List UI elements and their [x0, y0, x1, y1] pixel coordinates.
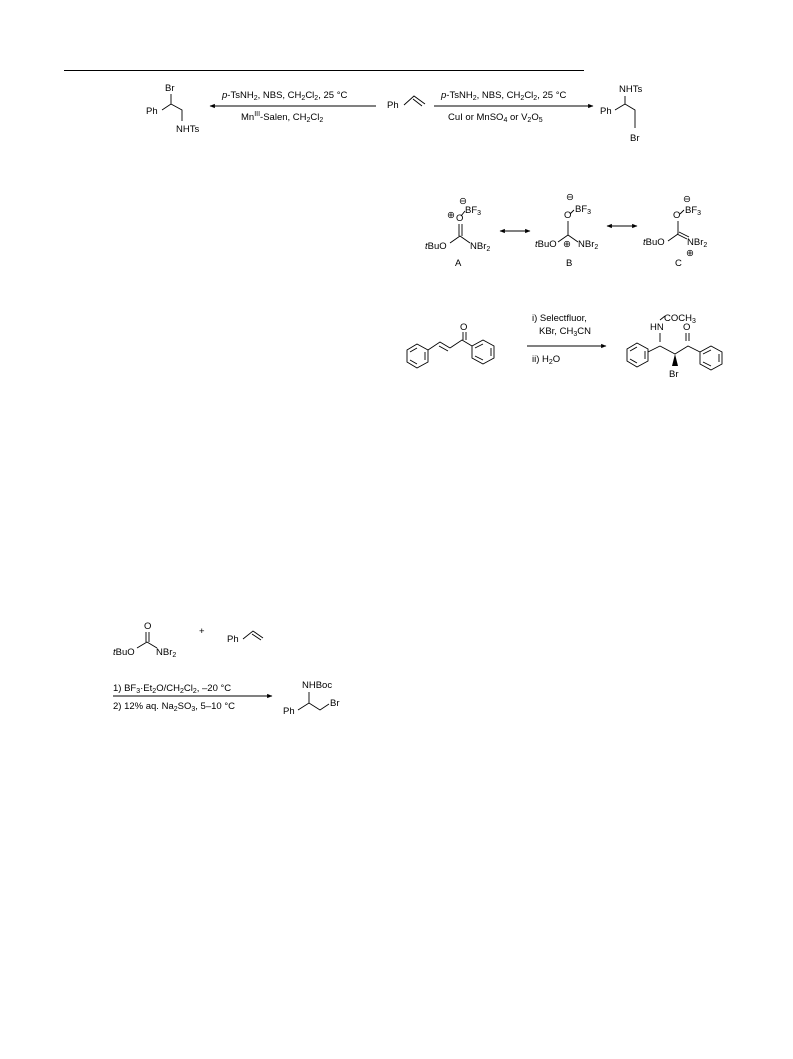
- resonance-structure-a: [425, 196, 490, 269]
- chalcone-structure: [407, 322, 494, 368]
- boc-product-nhboc: NHBoc: [302, 680, 333, 691]
- styrene2-ph: Ph: [227, 634, 239, 645]
- carbamate-tbuo: tBuO: [113, 647, 135, 658]
- oxygen-a: O: [456, 213, 464, 224]
- left-product-nhts: NHTs: [176, 124, 200, 135]
- chalcone-chain: [428, 332, 472, 351]
- right-product-br: Br: [630, 133, 640, 144]
- right-product-nhts: NHTs: [619, 84, 643, 95]
- chalcone-condition-2: KBr, $CH_3CN$: [539, 326, 591, 338]
- chalcone-condition-1: i) Selectfluor,: [532, 313, 587, 324]
- chalcone-phenyl-right-inner: [475, 344, 491, 360]
- chalcone-oxygen: O: [460, 322, 468, 333]
- carbamate-condition-2: 2) 12% aq. $Na_2SO_3$, 5–10 °C: [113, 701, 235, 713]
- left-arrow-conditions-top: p-TsNH$_2$, NBS, $CH_2Cl_2$, 25 °C: [222, 90, 348, 102]
- bf3-b: $BF_3$: [575, 204, 592, 216]
- product-oxygen: O: [683, 322, 691, 333]
- resonance-structure-c: [643, 194, 707, 269]
- tbuo-b: tBuO: [535, 239, 557, 250]
- minus-charge-c: ⊖: [683, 194, 691, 205]
- plus-sign: +: [199, 626, 205, 637]
- left-product-bonds: [162, 94, 182, 121]
- styrene2-vinyl: [243, 631, 263, 640]
- tbuo-c: tBuO: [643, 237, 665, 248]
- product-phenyl-left-inner: [630, 347, 645, 363]
- styrene-vinyl: [404, 96, 425, 106]
- label-c: C: [675, 258, 682, 269]
- right-product-bonds: [615, 96, 635, 128]
- carbamate-nbr2: NBr$_2$: [156, 647, 177, 659]
- minus-charge-a: ⊖: [459, 196, 467, 207]
- label-b: B: [566, 258, 573, 269]
- boc-product-ph: Ph: [283, 706, 295, 717]
- left-product-br: Br: [165, 83, 175, 94]
- styrene-ph: Ph: [387, 100, 399, 111]
- product-hn: HN: [650, 322, 664, 333]
- styrene-structure: [387, 96, 425, 111]
- carbamate-bonds: [137, 632, 157, 648]
- chalcone-product-structure: [627, 313, 722, 380]
- scheme-resonance-structures: [425, 192, 707, 269]
- product-phenyl-right-inner: [703, 350, 719, 366]
- boc-product-br: Br: [330, 698, 340, 709]
- bf3-c: $BF_3$: [685, 205, 702, 217]
- boc-product-structure: [283, 680, 340, 717]
- scheme-carbamate-reaction: [113, 621, 340, 717]
- nbr2-c: NBr$_2$: [687, 237, 708, 249]
- chalcone-phenyl-left-inner: [410, 348, 425, 364]
- product-backbone: [648, 346, 700, 354]
- styrene-structure-2: [227, 631, 263, 645]
- tbuo-a: tBuO: [425, 241, 447, 252]
- right-arrow-conditions-bottom: CuI or MnSO$_4$ or $V_2O_5$: [448, 112, 543, 124]
- chalcone-condition-3: ii) $H_2O$: [532, 354, 561, 366]
- scheme-aminobromination: [146, 83, 642, 144]
- left-product-ph: Ph: [146, 106, 158, 117]
- dibromocarbamate-structure: [113, 621, 176, 659]
- right-arrow-conditions-top: p-TsNH$_2$, NBS, $CH_2Cl_2$, 25 °C: [441, 90, 567, 102]
- bf3-a: $BF_3$: [465, 205, 482, 217]
- plus-charge-c: ⊕: [686, 248, 694, 259]
- product-coch3: $COCH_3$: [664, 313, 696, 325]
- right-product-structure: [600, 84, 642, 144]
- carbamate-condition-1: 1) $BF_3\cdot Et_2O/CH_2Cl_2$, –20 °C: [113, 683, 232, 695]
- plus-charge-a: ⊕: [447, 210, 455, 221]
- plus-charge-b: ⊕: [563, 239, 571, 250]
- product-br: Br: [669, 369, 679, 380]
- boc-product-bonds: [298, 692, 329, 710]
- oxygen-b: O: [564, 210, 572, 221]
- scheme-chalcone-reaction: [407, 313, 722, 380]
- nbr2-a: NBr$_2$: [470, 241, 491, 253]
- oxygen-c: O: [673, 210, 681, 221]
- carbamate-oxygen: O: [144, 621, 152, 632]
- left-product-structure: [146, 83, 199, 135]
- left-arrow-conditions-bottom: $Mn^{III}$-Salen, $CH_2Cl_2$: [241, 111, 324, 124]
- minus-charge-b: ⊖: [566, 192, 574, 203]
- label-a: A: [455, 258, 462, 269]
- right-product-ph: Ph: [600, 106, 612, 117]
- resonance-structure-b: [535, 192, 598, 269]
- product-wedge-bond: [672, 354, 678, 366]
- nbr2-b: NBr$_2$: [578, 239, 599, 251]
